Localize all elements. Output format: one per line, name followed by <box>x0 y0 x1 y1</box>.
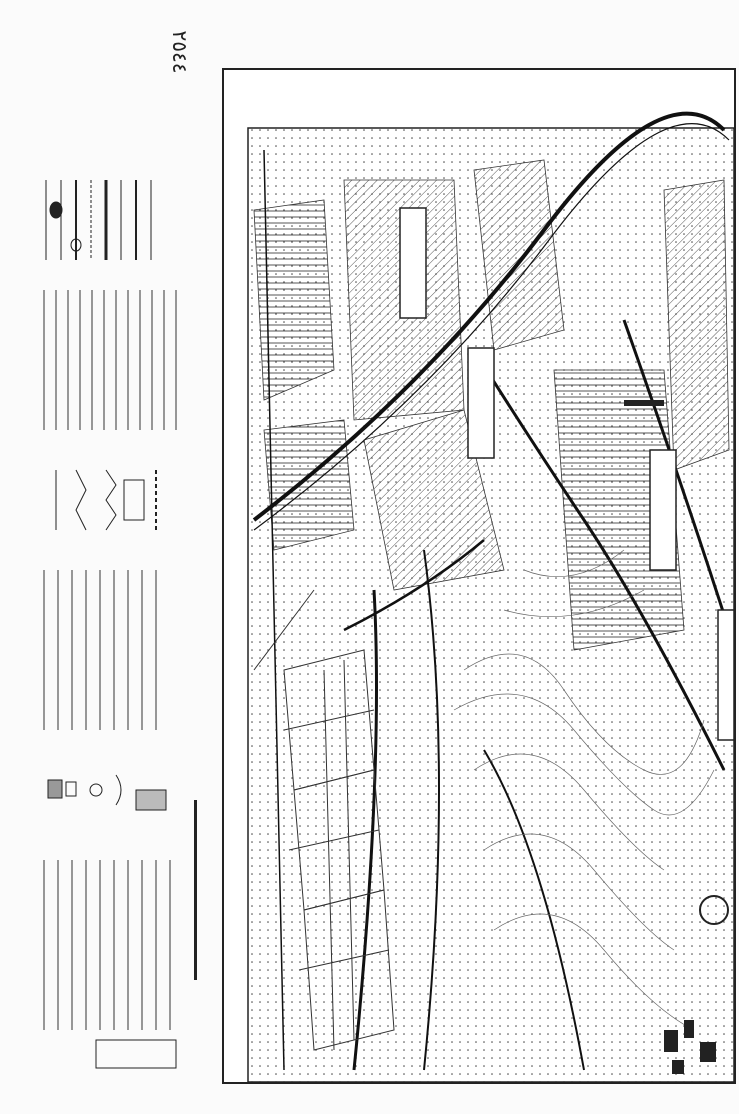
legend-text-rules-1 <box>44 290 176 430</box>
legend-text-rules-3 <box>44 860 170 1030</box>
legend-text-rules-2 <box>44 570 156 730</box>
legend-line-samples <box>46 180 151 260</box>
scale-bar <box>186 800 206 1080</box>
legend-symbols-3 <box>48 775 166 810</box>
handwritten-page-number: ٢٥٤٤ <box>168 30 192 74</box>
legend-swatches <box>36 170 186 1070</box>
map-frame <box>222 68 736 1084</box>
scale-bar-icon <box>194 800 197 980</box>
legend-symbols-2 <box>56 470 156 530</box>
topographic-map <box>224 70 734 1082</box>
legend-footer-box <box>96 1040 176 1068</box>
